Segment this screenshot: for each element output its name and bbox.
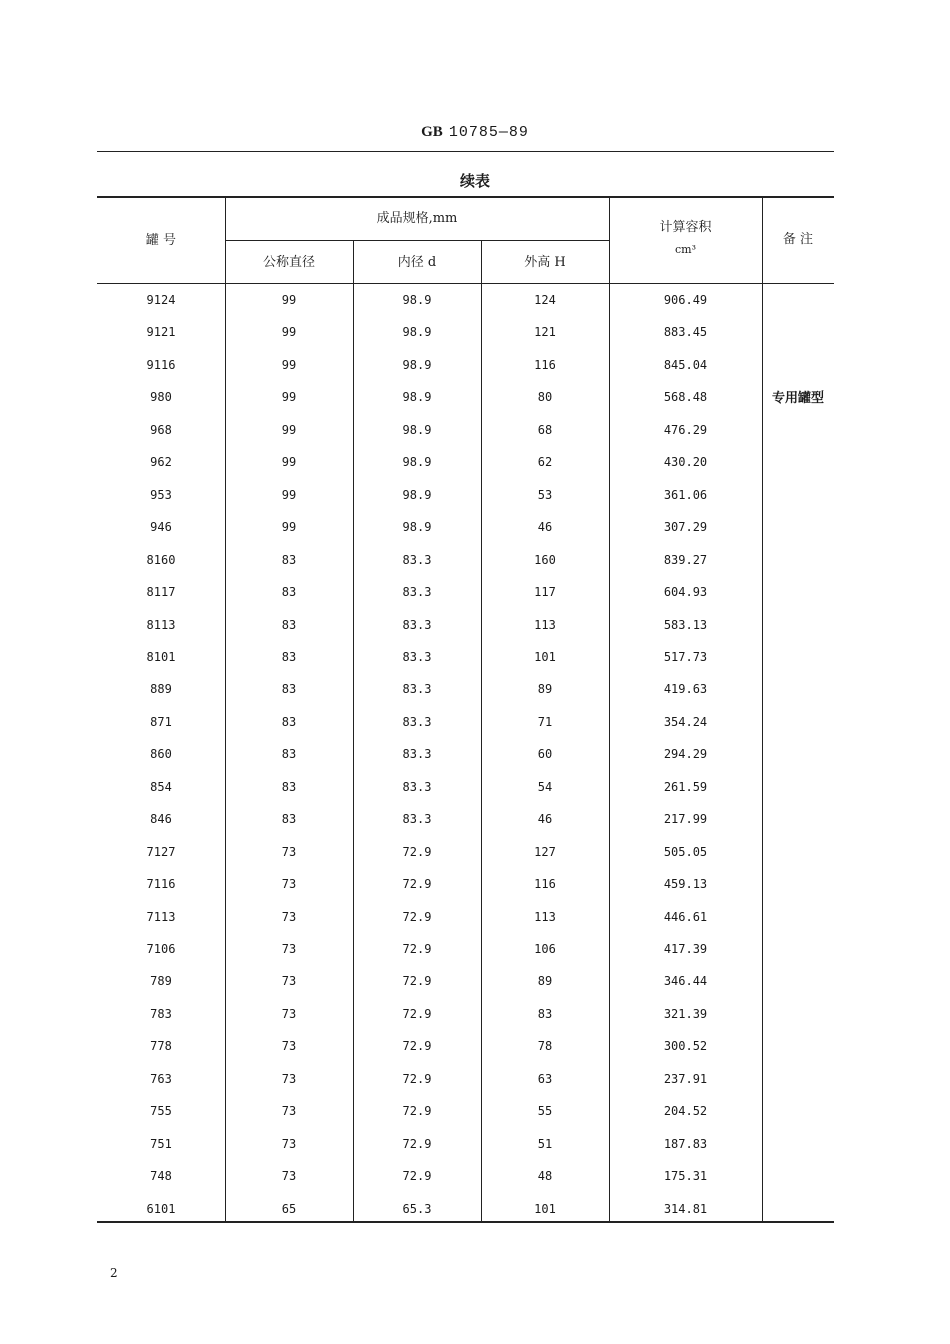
cell-volume: 217.99 bbox=[663, 812, 708, 826]
cell-inner-diameter: 98.9 bbox=[402, 390, 432, 404]
cell-inner-diameter: 72.9 bbox=[402, 910, 432, 924]
cell-outer-height: 121 bbox=[534, 325, 556, 339]
cell-volume: 354.24 bbox=[663, 715, 708, 729]
standard-prefix: GB bbox=[421, 124, 443, 140]
cell-nominal-diameter: 73 bbox=[281, 845, 297, 859]
cell-can-no: 8117 bbox=[146, 585, 176, 599]
cell-outer-height: 116 bbox=[534, 877, 556, 891]
column-divider bbox=[762, 198, 763, 1221]
cell-can-no: 748 bbox=[150, 1169, 172, 1183]
cell-volume: 883.45 bbox=[663, 325, 708, 339]
cell-nominal-diameter: 73 bbox=[281, 1137, 297, 1151]
cell-nominal-diameter: 83 bbox=[281, 780, 297, 794]
cell-inner-diameter: 98.9 bbox=[402, 520, 432, 534]
table-caption: 续表 bbox=[459, 172, 490, 190]
cell-volume: 307.29 bbox=[663, 520, 708, 534]
cell-outer-height: 89 bbox=[537, 974, 553, 988]
cell-outer-height: 101 bbox=[534, 650, 556, 664]
cell-nominal-diameter: 83 bbox=[281, 650, 297, 664]
cell-inner-diameter: 72.9 bbox=[402, 877, 432, 891]
header-can-no: 罐 号 bbox=[145, 233, 177, 248]
cell-outer-height: 48 bbox=[537, 1169, 553, 1183]
cell-can-no: 962 bbox=[150, 455, 172, 469]
cell-inner-diameter: 98.9 bbox=[402, 423, 432, 437]
cell-outer-height: 101 bbox=[534, 1202, 556, 1216]
cell-can-no: 763 bbox=[150, 1072, 172, 1086]
cell-inner-diameter: 72.9 bbox=[402, 942, 432, 956]
cell-nominal-diameter: 99 bbox=[281, 520, 297, 534]
cell-can-no: 751 bbox=[150, 1137, 172, 1151]
cell-inner-diameter: 72.9 bbox=[402, 1137, 432, 1151]
cell-can-no: 7106 bbox=[146, 942, 176, 956]
cell-nominal-diameter: 73 bbox=[281, 1039, 297, 1053]
header-remarks: 备 注 bbox=[782, 232, 814, 247]
header-nominal-diameter: 公称直径 bbox=[262, 255, 315, 270]
cell-nominal-diameter: 99 bbox=[281, 423, 297, 437]
cell-nominal-diameter: 99 bbox=[281, 488, 297, 502]
cell-can-no: 783 bbox=[150, 1007, 172, 1021]
cell-volume: 204.52 bbox=[663, 1104, 708, 1118]
header-rule bbox=[97, 151, 834, 152]
cell-nominal-diameter: 73 bbox=[281, 877, 297, 891]
cell-inner-diameter: 83.3 bbox=[402, 747, 432, 761]
cell-nominal-diameter: 99 bbox=[281, 455, 297, 469]
cell-inner-diameter: 83.3 bbox=[402, 780, 432, 794]
cell-nominal-diameter: 73 bbox=[281, 974, 297, 988]
cell-inner-diameter: 72.9 bbox=[402, 1072, 432, 1086]
cell-outer-height: 46 bbox=[537, 520, 553, 534]
cell-can-no: 9116 bbox=[146, 358, 176, 372]
cell-outer-height: 71 bbox=[537, 715, 553, 729]
cell-volume: 446.61 bbox=[663, 910, 708, 924]
cell-nominal-diameter: 73 bbox=[281, 1007, 297, 1021]
cell-can-no: 8101 bbox=[146, 650, 176, 664]
table-top-rule bbox=[97, 196, 834, 198]
cell-volume: 361.06 bbox=[663, 488, 708, 502]
cell-outer-height: 127 bbox=[534, 845, 556, 859]
cell-nominal-diameter: 99 bbox=[281, 390, 297, 404]
standard-code bbox=[0, 124, 950, 141]
cell-nominal-diameter: 83 bbox=[281, 585, 297, 599]
header-group-rule bbox=[225, 240, 609, 241]
header-bottom-rule bbox=[97, 283, 834, 284]
cell-volume: 314.81 bbox=[663, 1202, 708, 1216]
cell-nominal-diameter: 83 bbox=[281, 682, 297, 696]
cell-inner-diameter: 72.9 bbox=[402, 1007, 432, 1021]
cell-nominal-diameter: 73 bbox=[281, 1104, 297, 1118]
cell-inner-diameter: 98.9 bbox=[402, 488, 432, 502]
cell-volume: 294.29 bbox=[663, 747, 708, 761]
cell-outer-height: 60 bbox=[537, 747, 553, 761]
cell-inner-diameter: 98.9 bbox=[402, 325, 432, 339]
cell-nominal-diameter: 73 bbox=[281, 1072, 297, 1086]
cell-can-no: 7127 bbox=[146, 845, 176, 859]
cell-inner-diameter: 72.9 bbox=[402, 974, 432, 988]
cell-volume: 604.93 bbox=[663, 585, 708, 599]
cell-volume: 476.29 bbox=[663, 423, 708, 437]
cell-nominal-diameter: 99 bbox=[281, 358, 297, 372]
cell-outer-height: 46 bbox=[537, 812, 553, 826]
cell-inner-diameter: 83.3 bbox=[402, 650, 432, 664]
cell-outer-height: 113 bbox=[534, 910, 556, 924]
cell-volume: 300.52 bbox=[663, 1039, 708, 1053]
cell-outer-height: 89 bbox=[537, 682, 553, 696]
cell-can-no: 7113 bbox=[146, 910, 176, 924]
cell-inner-diameter: 98.9 bbox=[402, 358, 432, 372]
cell-outer-height: 51 bbox=[537, 1137, 553, 1151]
cell-inner-diameter: 98.9 bbox=[402, 455, 432, 469]
cell-nominal-diameter: 83 bbox=[281, 715, 297, 729]
cell-volume: 839.27 bbox=[663, 553, 708, 567]
cell-can-no: 778 bbox=[150, 1039, 172, 1053]
cell-can-no: 7116 bbox=[146, 877, 176, 891]
table-bottom-rule bbox=[97, 1221, 834, 1223]
header-inner-diameter: 内径 d bbox=[397, 255, 437, 270]
standard-number: 10785—89 bbox=[448, 124, 529, 141]
header-volume: 计算容积 bbox=[659, 220, 712, 235]
cell-can-no: 8160 bbox=[146, 553, 176, 567]
cell-volume: 187.83 bbox=[663, 1137, 708, 1151]
cell-outer-height: 106 bbox=[534, 942, 556, 956]
cell-nominal-diameter: 83 bbox=[281, 618, 297, 632]
column-divider bbox=[225, 198, 226, 1221]
cell-can-no: 789 bbox=[150, 974, 172, 988]
cell-inner-diameter: 72.9 bbox=[402, 1104, 432, 1118]
page-number: 2 bbox=[110, 1266, 118, 1280]
cell-nominal-diameter: 99 bbox=[281, 293, 297, 307]
cell-inner-diameter: 83.3 bbox=[402, 553, 432, 567]
cell-outer-height: 80 bbox=[537, 390, 553, 404]
header-outer-height: 外高 H bbox=[524, 255, 566, 270]
cell-inner-diameter: 72.9 bbox=[402, 1169, 432, 1183]
cell-outer-height: 62 bbox=[537, 455, 553, 469]
cell-volume: 568.48 bbox=[663, 390, 708, 404]
cell-volume: 346.44 bbox=[663, 974, 708, 988]
cell-can-no: 8113 bbox=[146, 618, 176, 632]
cell-nominal-diameter: 83 bbox=[281, 812, 297, 826]
cell-volume: 261.59 bbox=[663, 780, 708, 794]
cell-outer-height: 124 bbox=[534, 293, 556, 307]
cell-outer-height: 55 bbox=[537, 1104, 553, 1118]
cell-nominal-diameter: 65 bbox=[281, 1202, 297, 1216]
column-divider bbox=[609, 198, 610, 1221]
cell-can-no: 9124 bbox=[146, 293, 176, 307]
cell-volume: 175.31 bbox=[663, 1169, 708, 1183]
header-volume-unit: cm³ bbox=[674, 243, 696, 256]
cell-outer-height: 113 bbox=[534, 618, 556, 632]
cell-outer-height: 63 bbox=[537, 1072, 553, 1086]
cell-inner-diameter: 98.9 bbox=[402, 293, 432, 307]
cell-inner-diameter: 83.3 bbox=[402, 618, 432, 632]
cell-volume: 906.49 bbox=[663, 293, 708, 307]
cell-volume: 517.73 bbox=[663, 650, 708, 664]
cell-outer-height: 116 bbox=[534, 358, 556, 372]
cell-nominal-diameter: 83 bbox=[281, 747, 297, 761]
cell-can-no: 9121 bbox=[146, 325, 176, 339]
cell-outer-height: 117 bbox=[534, 585, 556, 599]
cell-can-no: 6101 bbox=[146, 1202, 176, 1216]
cell-nominal-diameter: 83 bbox=[281, 553, 297, 567]
cell-volume: 583.13 bbox=[663, 618, 708, 632]
cell-inner-diameter: 83.3 bbox=[402, 682, 432, 696]
cell-volume: 237.91 bbox=[663, 1072, 708, 1086]
cell-inner-diameter: 83.3 bbox=[402, 715, 432, 729]
cell-outer-height: 78 bbox=[537, 1039, 553, 1053]
cell-outer-height: 160 bbox=[534, 553, 556, 567]
cell-outer-height: 68 bbox=[537, 423, 553, 437]
cell-volume: 459.13 bbox=[663, 877, 708, 891]
cell-volume: 419.63 bbox=[663, 682, 708, 696]
cell-can-no: 871 bbox=[150, 715, 172, 729]
cell-can-no: 953 bbox=[150, 488, 172, 502]
header-spec-group: 成品规格,mm bbox=[376, 211, 458, 226]
cell-inner-diameter: 65.3 bbox=[402, 1202, 432, 1216]
cell-inner-diameter: 83.3 bbox=[402, 585, 432, 599]
cell-can-no: 980 bbox=[150, 390, 172, 404]
cell-nominal-diameter: 73 bbox=[281, 1169, 297, 1183]
cell-volume: 430.20 bbox=[663, 455, 708, 469]
cell-volume: 845.04 bbox=[663, 358, 708, 372]
cell-inner-diameter: 83.3 bbox=[402, 812, 432, 826]
cell-volume: 417.39 bbox=[663, 942, 708, 956]
cell-can-no: 854 bbox=[150, 780, 172, 794]
cell-volume: 321.39 bbox=[663, 1007, 708, 1021]
cell-inner-diameter: 72.9 bbox=[402, 1039, 432, 1053]
cell-nominal-diameter: 73 bbox=[281, 910, 297, 924]
cell-can-no: 968 bbox=[150, 423, 172, 437]
cell-outer-height: 53 bbox=[537, 488, 553, 502]
cell-can-no: 755 bbox=[150, 1104, 172, 1118]
remark-special-can: 专用罐型 bbox=[771, 391, 824, 406]
cell-volume: 505.05 bbox=[663, 845, 708, 859]
cell-outer-height: 83 bbox=[537, 1007, 553, 1021]
cell-can-no: 889 bbox=[150, 682, 172, 696]
cell-inner-diameter: 72.9 bbox=[402, 845, 432, 859]
cell-outer-height: 54 bbox=[537, 780, 553, 794]
cell-can-no: 846 bbox=[150, 812, 172, 826]
cell-can-no: 946 bbox=[150, 520, 172, 534]
cell-nominal-diameter: 73 bbox=[281, 942, 297, 956]
cell-can-no: 860 bbox=[150, 747, 172, 761]
cell-nominal-diameter: 99 bbox=[281, 325, 297, 339]
